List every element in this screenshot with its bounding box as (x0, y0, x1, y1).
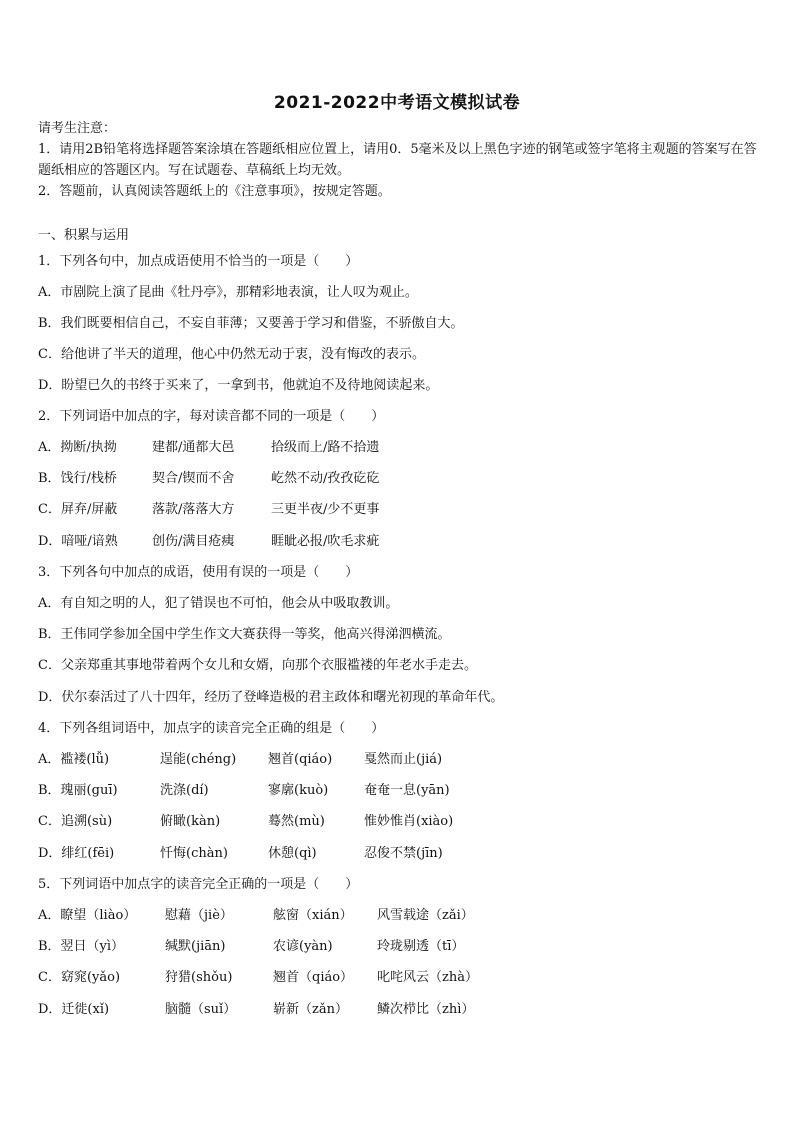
option-word: 玲珑剔透（tī） (377, 939, 465, 954)
notice-block (38, 118, 763, 202)
answer-option (38, 779, 450, 798)
answer-option: A．有自知之明的人，犯了错误也不可怕，他会从中吸取教训。 (38, 596, 399, 611)
option-word: 风雪载途（zǎi） (377, 908, 474, 923)
option-word: 脑髓（suǐ） (165, 1002, 237, 1017)
answer-option (38, 467, 379, 486)
option-word: 惟妙惟肖(xiào) (364, 814, 454, 829)
answer-option: D．盼望已久的书终于买来了，一拿到书，他就迫不及待地阅读起来。 (38, 378, 439, 393)
option-word: A．拗断/执拗 (38, 440, 117, 455)
option-word: 戛然而止(jiá) (364, 752, 443, 767)
option-word: 翘首（qiáo） (273, 970, 354, 985)
answer-option (38, 966, 478, 985)
option-word: D．绯红(fēi) (38, 846, 115, 861)
notice-item-2: 2．答题前，认真阅读答题纸上的《注意事项》，按规定答题。 (38, 184, 391, 199)
answer-option: D．伏尔泰活过了八十四年，经历了登峰造极的君主政体和曙光初现的革命年代。 (38, 690, 504, 705)
option-word: C．屏弃/屏蔽 (38, 502, 118, 517)
question-stem: 5．下列词语中加点字的读音完全正确的一项是（ ） (38, 877, 359, 892)
option-word: 翘首(qiáo) (268, 752, 333, 767)
option-word: B．翌日（yì） (38, 939, 125, 954)
option-word: D．喑哑/谙熟 (38, 534, 118, 549)
question-stem: 4．下列各组词语中，加点字的读音完全正确的组是（ ） (38, 721, 385, 736)
question-stem: 3．下列各句中加点的成语，使用有误的一项是（ ） (38, 565, 359, 580)
answer-option (38, 810, 453, 829)
option-word: 逞能(chéng) (160, 752, 237, 767)
option-word: 叱咤风云（zhà） (377, 970, 478, 985)
option-word: B．饯行/栈桥 (38, 471, 117, 486)
answer-option (38, 498, 379, 517)
option-word: 鳞次栉比（zhì） (377, 1002, 475, 1017)
option-word: 寥廓(kuò) (268, 783, 329, 798)
option-word: 缄默(jiān) (165, 939, 226, 954)
option-word: 慰藉（jiè） (165, 908, 233, 923)
section-heading: 一、积累与运用 (38, 228, 130, 243)
option-word: A．褴褛(lǚ) (38, 752, 110, 767)
exam-title: 2021-2022中考语文模拟试卷 (273, 93, 521, 113)
option-word: 契合/锲而不舍 (152, 471, 235, 486)
option-word: 休憩(qì) (268, 846, 317, 861)
notice-item-1: 1．请用2B铅笔将选择题答案涂填在答题纸相应位置上，请用0．5毫米及以上黑色字迹的钢笔或签字笔将主观题的答案写在答题纸相应的答题区内。写在试题卷、草稿纸上均无效。 (38, 142, 757, 178)
answer-option: C．给他讲了半天的道理，他心中仍然无动于衷，没有悔改的表示。 (38, 347, 425, 362)
option-word: 狩猎(shǒu) (165, 970, 233, 985)
answer-option (38, 998, 474, 1017)
option-word: 崭新（zǎn） (273, 1002, 348, 1017)
question-stem: 2．下列词语中加点的字，每对读音都不同的一项是（ ） (38, 409, 385, 424)
question-stem: 1．下列各句中，加点成语使用不恰当的一项是（ ） (38, 254, 359, 269)
option-word: 屹然不动/孜孜矻矻 (271, 471, 380, 486)
answer-option (38, 935, 464, 954)
option-word: 舷窗（xián） (273, 908, 353, 923)
option-word: 农谚(yàn) (273, 939, 333, 954)
option-word: 洗涤(dí) (160, 783, 209, 798)
option-word: 俯瞰(kàn) (160, 814, 221, 829)
option-word: D．迁徙(xǐ) (38, 1002, 110, 1017)
option-word: 睚眦必报/吹毛求疵 (271, 534, 380, 549)
answer-option (38, 842, 443, 861)
option-word: 蓦然(mù) (268, 814, 325, 829)
option-word: A．瞭望（liào） (38, 908, 137, 923)
option-word: 忍俊不禁(jīn) (364, 846, 443, 861)
option-word: 三更半夜/少不更事 (271, 502, 380, 517)
option-word: 创伤/满目疮痍 (152, 534, 235, 549)
option-word: 奄奄一息(yān) (364, 783, 450, 798)
answer-option: C．父亲郑重其事地带着两个女儿和女婿，向那个衣服褴褛的年老水手走去。 (38, 658, 477, 673)
option-word: 建都/通都大邑 (152, 440, 235, 455)
option-word: C．窈窕(yǎo) (38, 970, 121, 985)
option-word: 落款/落落大方 (152, 502, 235, 517)
answer-option (38, 904, 474, 923)
option-word: B．瑰丽(guī) (38, 783, 118, 798)
answer-option: B．我们既要相信自己，不妄自菲薄；又要善于学习和借鉴，不骄傲自大。 (38, 316, 464, 331)
answer-option (38, 436, 379, 455)
answer-option: B．王伟同学参加全国中学生作文大赛获得一等奖，他高兴得涕泗横流。 (38, 627, 451, 642)
option-word: C．追溯(sù) (38, 814, 113, 829)
answer-option (38, 748, 442, 767)
answer-option (38, 530, 379, 549)
notice-heading: 请考生注意： (38, 121, 117, 136)
answer-option: A．市剧院上演了昆曲《牡丹亭》，那精彩地表演，让人叹为观止。 (38, 285, 418, 300)
option-word: 拾级而上/路不拾遗 (271, 440, 380, 455)
option-word: 忏悔(chàn) (160, 846, 228, 861)
